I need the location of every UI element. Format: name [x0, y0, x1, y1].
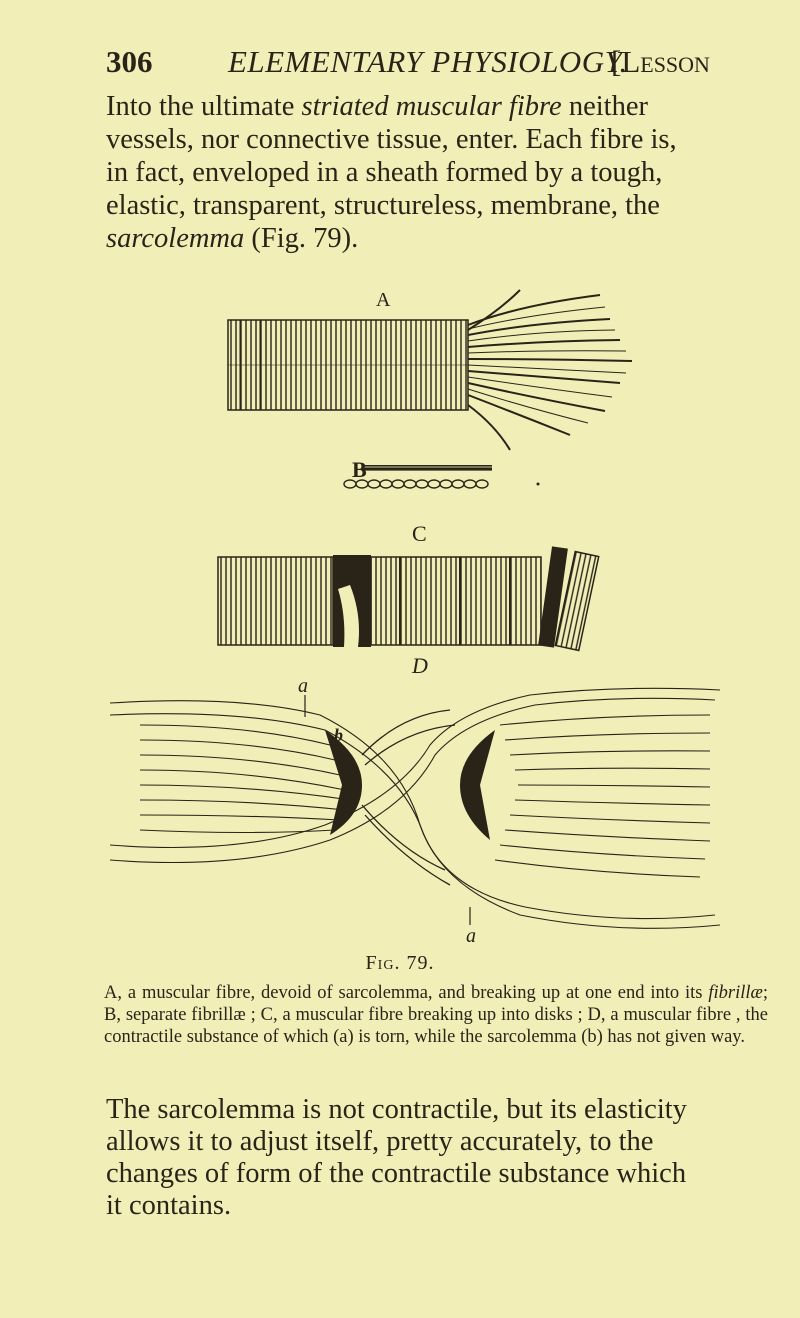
figure-illustration [100, 285, 740, 950]
paragraph-line: vessels, nor connective tissue, enter. Each fibre is, [106, 124, 677, 155]
paragraph-sarcolemma [106, 1094, 768, 1222]
figure-label-b-lower: b [334, 725, 343, 745]
caption-part-1: A, a muscular fibre, devoid of sarcolemma, and breaking up at one end into its [104, 983, 709, 1003]
paragraph-line: changes of form of the contractile substance which [106, 1158, 687, 1189]
page-number: 306 [106, 44, 153, 79]
paragraph-line: it contains. [106, 1190, 232, 1221]
running-header [106, 44, 766, 86]
paragraph-line: sarcolemma (Fig. 79). [106, 223, 359, 254]
paragraph-line: Into the ultimate striated muscular fibre neither [106, 91, 648, 122]
paragraph-line: in fact, enveloped in a sheath formed by a tough, [106, 157, 663, 188]
paragraph-line: The sarcolemma is not contractile, but its elasticity [106, 1094, 687, 1125]
paragraph-line: allows it to adjust itself, pretty accurately, to the [106, 1126, 654, 1157]
paragraph-intro [106, 90, 766, 255]
figure-label-a: A [376, 289, 391, 311]
figure-label-a-bottom: a [466, 925, 476, 947]
caption-part-2: ; B, separate fibrillæ ; C, a muscular fibre breaking up into disks ; D, a muscular fibre , the contractile substance of which (a) is torn, while the sarcolemma (b) has not given way. [104, 983, 768, 1047]
running-lesson: [Lesson [611, 44, 710, 79]
italic-term: sarcolemma [106, 223, 245, 254]
fibre-c-drawing [218, 546, 599, 650]
fibrillae-b-drawing [344, 465, 540, 488]
italic-term: striated muscular fibre [301, 91, 562, 122]
fibre-a-drawing [228, 290, 632, 450]
figure-79 [100, 285, 740, 950]
figure-label-c: C [412, 521, 427, 546]
figure-caption [104, 982, 768, 1048]
figure-label-b: B [352, 457, 367, 482]
caption-italic-term: fibrillæ [708, 983, 763, 1003]
paragraph-line: elastic, transparent, structureless, membrane, the [106, 190, 660, 221]
figure-label-a-top: a [298, 675, 308, 697]
running-title: ELEMENTARY PHYSIOLOGY. [228, 44, 628, 79]
figure-caption-title: Fig. 79. [365, 952, 435, 974]
figure-label-d: D [412, 653, 428, 678]
fibre-d-drawing [110, 688, 720, 928]
